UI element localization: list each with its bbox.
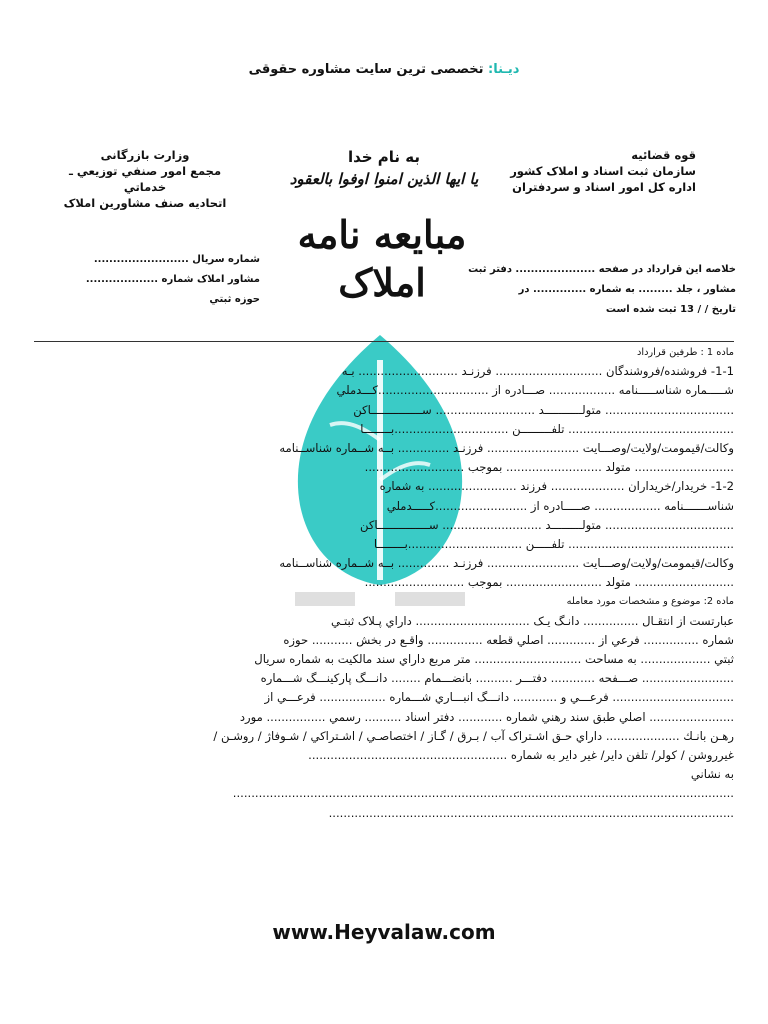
commerce-header bbox=[50, 147, 240, 211]
judiciary-line: قوه قضائيه bbox=[631, 148, 696, 162]
document-title: مبايعه نامه bbox=[297, 212, 467, 257]
contract-line: 1-2- خريدار/خريداران .................... فرزند ........................ به شماره bbox=[379, 479, 734, 494]
contract-line: ....................... اصلي طبق سند رهني شماره ............ دفتر اسناد .......... رسمي ................ مورد bbox=[239, 709, 734, 724]
center-header bbox=[275, 148, 493, 188]
registry-date-field: تاريخ / / 13 ثبت شده است bbox=[605, 304, 736, 315]
registration-info bbox=[466, 260, 736, 320]
article-heading: ماده 2: موضوع و مشخصات مورد معامله bbox=[566, 596, 734, 608]
contract-line: ............................................. تلفـــــــــن ...............................بــــــــا bbox=[360, 421, 734, 436]
contract-line: ........................... متولد .......................... بموجب ........................... bbox=[364, 575, 734, 590]
contract-line: ............................................. تلفـــــن ...............................بــــــــا bbox=[373, 536, 734, 551]
ministry-line: وزارت بازرگانی bbox=[100, 148, 190, 162]
contract-line: رهـن بانـك .................... داراي حـق اشـتراک آب / بـرق / گـاز / اختصاصـي / اشـتراکي / شـوفاژ / روشـن / bbox=[213, 728, 734, 743]
registry-volume-field: مشاور ، جلد ......... به شماره .............. در bbox=[518, 284, 736, 295]
agency-number-field: مشاور املاک شماره ................... bbox=[85, 274, 260, 285]
quran-verse: يا ايها الذين امنوا اوفوا بالعقود bbox=[289, 170, 479, 188]
contract-line: شـــــماره شناســـــنامه .................. صـــادره از ..............................کـــدملي bbox=[336, 383, 734, 398]
footer-url: www.Heyvalaw.com bbox=[272, 920, 496, 944]
contract-line: 1-1- فروشنده/فروشندگان ............................. فرزنـد ........................... بـه bbox=[341, 364, 734, 379]
contract-line: ثبتي ................... به مساحت ............................. متر مربع داراي سند مالکيت به شماره سريال bbox=[254, 652, 734, 666]
article-heading: ماده 1 : طرفين قرارداد bbox=[636, 347, 734, 358]
basmala: به نام خدا bbox=[347, 148, 421, 166]
judiciary-header bbox=[466, 147, 696, 195]
union-line: اتحاديه صنف مشاورين املاک bbox=[63, 196, 227, 210]
site-brand: دیـنا: bbox=[488, 62, 520, 77]
contract-line: شماره ............... فرعي از ............. اصلي قطعه ............... واقـع در بخش ........... حوزه bbox=[283, 632, 734, 647]
contract-line: وكالت/قيمومت/ولايت/وصـــايت ......................... فرزنـد .............. بــه شــماره شناســنامه bbox=[279, 440, 734, 455]
contract-line: ................................... متولـــــــــد ........................... ســـــــــــــــاکن bbox=[360, 517, 734, 532]
contract-line: عبارتست از انتقـال ............... دانـگ يـک ............................... داراي پـلاک ثبتـي bbox=[330, 613, 734, 628]
contract-body bbox=[34, 343, 734, 823]
contract-line: ......................... صـــفحه ............ دفتـــر .......... بانضـــمام ........ دانـــگ پارکينـــگ شـــماره bbox=[260, 671, 734, 686]
contract-line: ........................... متولد .......................... بموجب ........................... bbox=[364, 460, 734, 475]
contract-line: غيرروشن / کولر/ تلفن داير/ غير داير به شماره ...................................................... bbox=[308, 747, 734, 762]
notary-dept-line: اداره کل امور اسناد و سردفتران bbox=[512, 180, 696, 194]
contract-line: ........................................................................................................................................ bbox=[232, 786, 734, 801]
contract-line: ................................... متولـــــــــــد ........................... ســـــــــــــــاکن bbox=[353, 402, 734, 417]
section-divider bbox=[34, 341, 734, 342]
contract-line: .............................................................................................................. bbox=[328, 805, 734, 820]
contract-line: ................................. فرعـــي و ............ دانـــگ انبـــاري شـــماره .................. فرعـــي از bbox=[264, 690, 734, 705]
registration-org-line: سازمان ثبت اسناد و املاک کشور bbox=[510, 164, 696, 178]
serial-info bbox=[70, 250, 260, 310]
registry-page-field: خلاصه اين قرارداد در صفحه ..................... دفتر ثبت bbox=[468, 264, 736, 275]
registry-zone-field: حوزه ثبتي bbox=[209, 294, 260, 305]
site-tagline-text: تخصصی ترین سایت مشاوره حقوقی bbox=[248, 62, 489, 77]
document-subtitle: املاک bbox=[338, 260, 426, 305]
guild-assembly-line: مجمع امور صنفي توزيعي ـ خدماتي bbox=[68, 164, 222, 194]
serial-number-field: شماره سريال ......................... bbox=[93, 254, 260, 265]
contract-line: شناســـــــنامه .................. صـــــادره از .........................كـــــدملي bbox=[386, 498, 734, 513]
contract-line: به نشاني bbox=[690, 767, 734, 782]
contract-line: وكالت/قيمومت/ولايت/وصـــايت ......................... فرزنـد .............. بــه شــماره شناســنامه bbox=[279, 556, 734, 571]
site-tagline bbox=[0, 62, 768, 77]
